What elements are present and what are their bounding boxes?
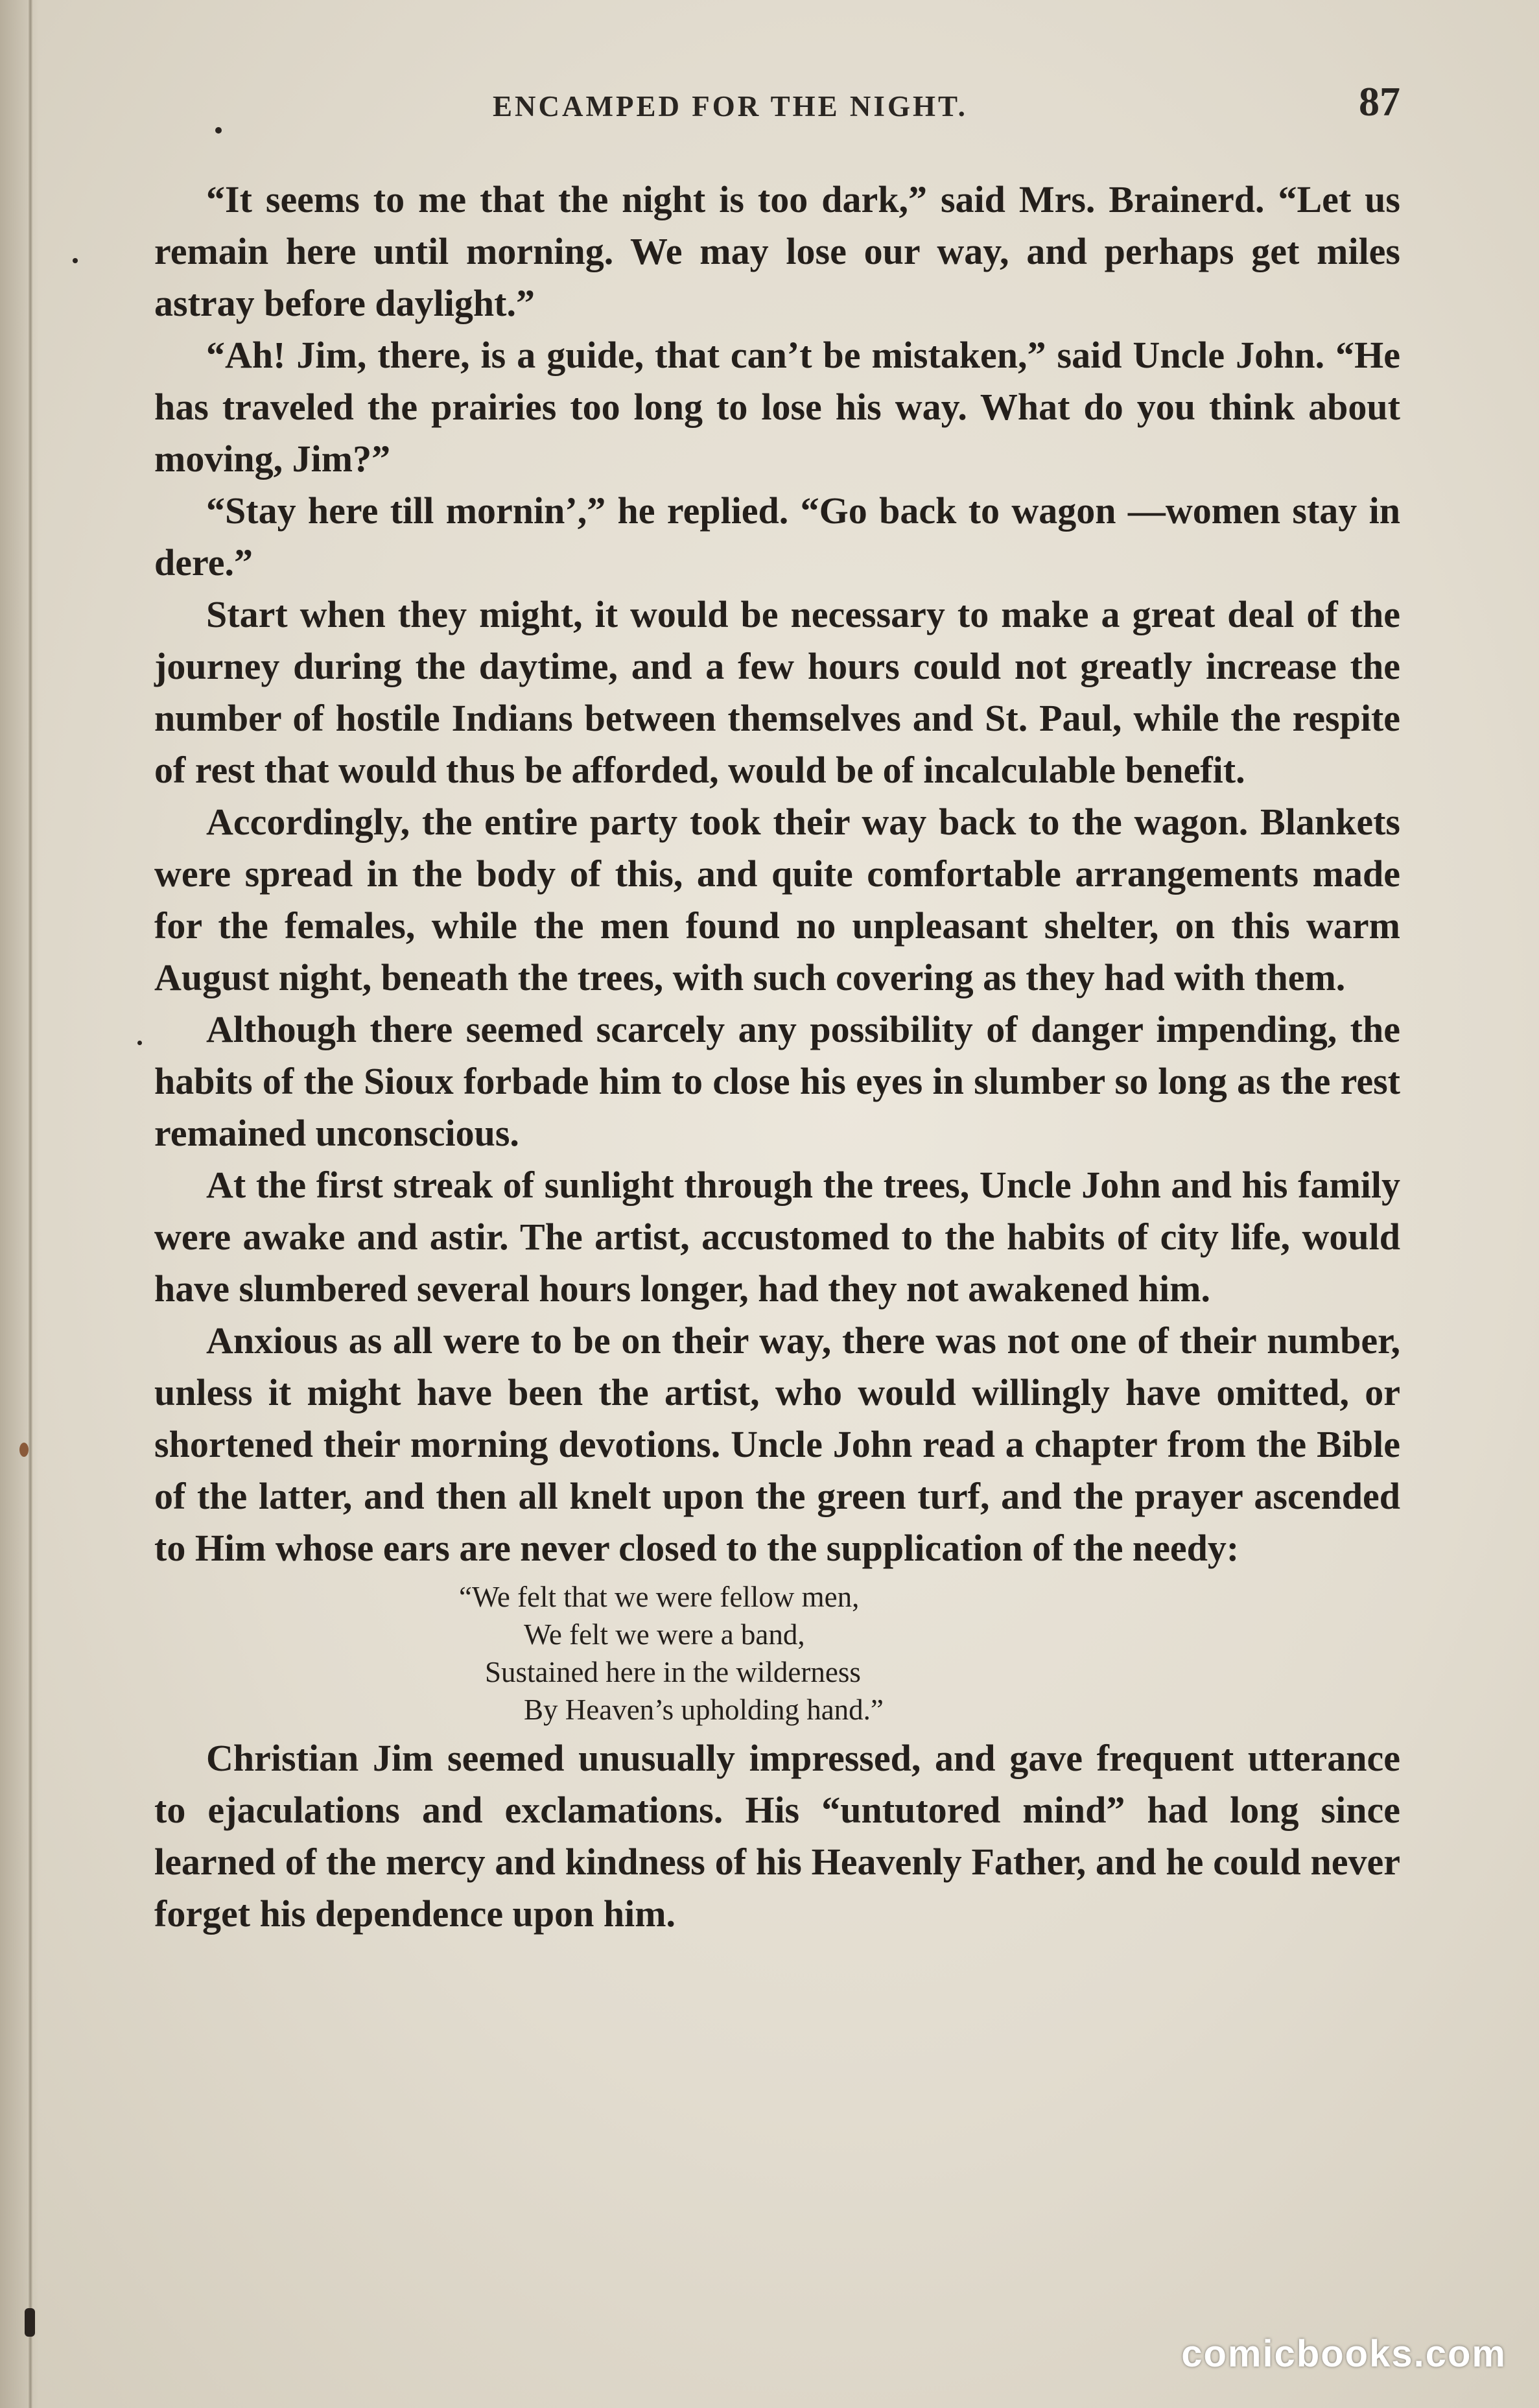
poem-line: By Heaven’s upholding hand.”	[524, 1694, 884, 1726]
ink-speck	[25, 2308, 35, 2337]
ink-speck	[19, 1443, 29, 1457]
poem-line: We felt we were a band,	[524, 1618, 805, 1651]
paragraph: “Ah! Jim, there, is a guide, that can’t be mistaken,” said Uncle John. “He has traveled the prairies too long to lose his way. What do you think about moving, Jim?”	[154, 334, 1400, 480]
paragraph: “It seems to me that the night is too dark,” said Mrs. Brainerd. “Let us remain here until morning. We may lose our way, and perhaps get miles astray before daylight.”	[154, 178, 1400, 324]
paragraph: Although there seemed scarcely any possibility of danger impending, the habits of the Sioux forbade him to close his eyes in slumber so long as the rest remained unconscious.	[154, 1008, 1400, 1154]
running-head: ENCAMPED FOR THE NIGHT.	[493, 90, 968, 123]
page-number: 87	[1359, 78, 1400, 124]
poem-line: Sustained here in the wilderness	[485, 1656, 861, 1688]
watermark: comicbooks.com	[1181, 2333, 1507, 2375]
ink-speck	[73, 258, 78, 263]
gutter-shadow	[0, 0, 39, 2408]
ink-speck	[137, 1041, 142, 1045]
paragraph: Accordingly, the entire party took their way back to the wagon. Blankets were spread in the body of this, and quite comfortable arrangements made for the females, while the men found no unpleasant shelter, on this warm August night, beneath the trees, with such covering as they had with them.	[154, 801, 1400, 998]
paragraph: Anxious as all were to be on their way, there was not one of their number, unless it might have been the artist, who would willingly have omitted, or shortened their morning devotions. Uncle John read a chapter from the Bible of the latter, and then all knelt upon the green turf, and the prayer ascended to Him whose ears are never closed to the supplication of the needy:	[154, 1319, 1400, 1569]
poem-line: “We felt that we were fellow men,	[459, 1581, 860, 1613]
paragraph: “Stay here till mornin’,” he replied. “Go back to wagon —women stay in dere.”	[154, 490, 1400, 584]
poem-quote	[154, 1578, 1400, 1729]
page-header	[156, 78, 1400, 136]
paragraph: Start when they might, it would be necessary to make a great deal of the journey during the daytime, and a few hours could not greatly increase the number of hostile Indians between themselves and St. Paul, while the respite of rest that would thus be afforded, would be of incalculable benefit.	[154, 593, 1400, 791]
paragraph: Christian Jim seemed unusually impressed, and gave frequent utterance to ejaculations and exclamations. His “untutored mind” had long since learned of the mercy and kindness of his Heavenly Father, and he could never forget his dependence upon him.	[154, 1737, 1400, 1935]
body-text	[154, 174, 1400, 1940]
ink-speck	[215, 127, 222, 134]
binding-gutter	[29, 0, 32, 2408]
paragraph: At the first streak of sunlight through the trees, Uncle John and his family were awake and astir. The artist, accustomed to the habits of city life, would have slumbered several hours longer, had they not awakened him.	[154, 1164, 1400, 1310]
